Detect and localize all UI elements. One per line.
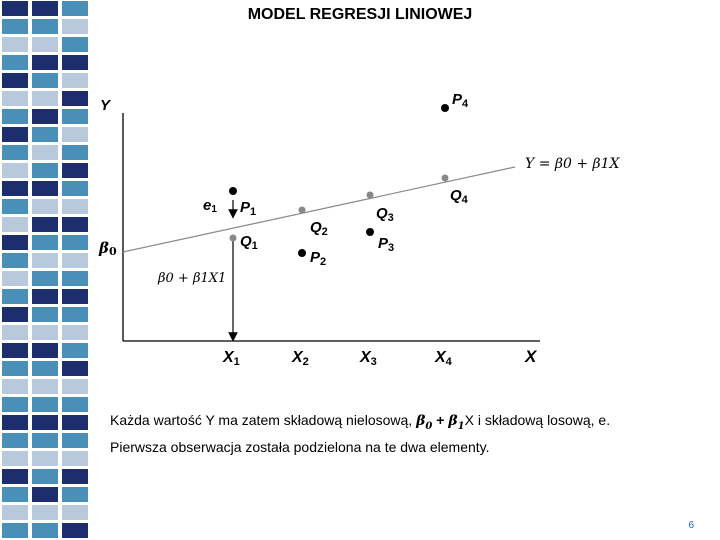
caption-line-2: Pierwsza obserwacja została podzielona na te dwa elementy. — [110, 438, 490, 455]
caption-beta1: $\beta_1$ — [448, 413, 465, 432]
x-tick-label-4: X4 — [435, 349, 452, 368]
observation-point-p1 — [229, 187, 237, 195]
slide-title: MODEL REGRESJI LINIOWEJ — [247, 6, 473, 23]
observation-point-p2 — [298, 249, 306, 257]
regression-equation: Y = β0 + β1X — [525, 156, 620, 172]
fitted-point-q1 — [230, 235, 237, 242]
label-p4: $P_4$ — [452, 91, 469, 110]
label-q2: $Q_2$ — [310, 219, 328, 238]
error-label: e1 — [203, 197, 217, 215]
fitted-point-q2 — [299, 207, 306, 214]
y-axis-label: Y — [100, 97, 111, 114]
page-number: 6 — [688, 520, 694, 531]
caption — [110, 410, 710, 457]
label-p2: $P_2$ — [310, 249, 327, 268]
caption-line-1 — [110, 410, 710, 437]
observation-point-p4 — [441, 104, 449, 112]
caption-text-after: X i składową losową, e. — [464, 412, 611, 428]
regression-line — [123, 167, 515, 252]
caption-text-before: Każda wartość Y ma zatem składową nielosową, — [110, 412, 417, 428]
label-q4: $Q_4$ — [450, 187, 468, 206]
x-tick-label-1: X1 — [223, 349, 240, 368]
fitted-value-label: β0 + β1X1 — [158, 271, 227, 286]
observation-point-p3 — [366, 228, 374, 236]
label-q3: $Q_3$ — [376, 205, 394, 224]
x-tick-label-3: X3 — [360, 349, 377, 368]
label-p1: $P_1$ — [240, 199, 257, 218]
x-tick-label-2: X2 — [292, 349, 309, 368]
fitted-point-q4 — [442, 175, 449, 182]
fitted-point-q3 — [367, 192, 374, 199]
x-axis-label: X — [525, 347, 537, 366]
caption-plus: + — [432, 412, 449, 428]
label-q1: $Q_1$ — [240, 233, 258, 252]
label-p3: $P_3$ — [378, 235, 395, 254]
caption-beta0: $\beta_0$ — [416, 413, 433, 432]
beta0-label: β0 — [99, 239, 117, 258]
point-labels — [222, 91, 469, 368]
observation-points — [229, 104, 449, 257]
